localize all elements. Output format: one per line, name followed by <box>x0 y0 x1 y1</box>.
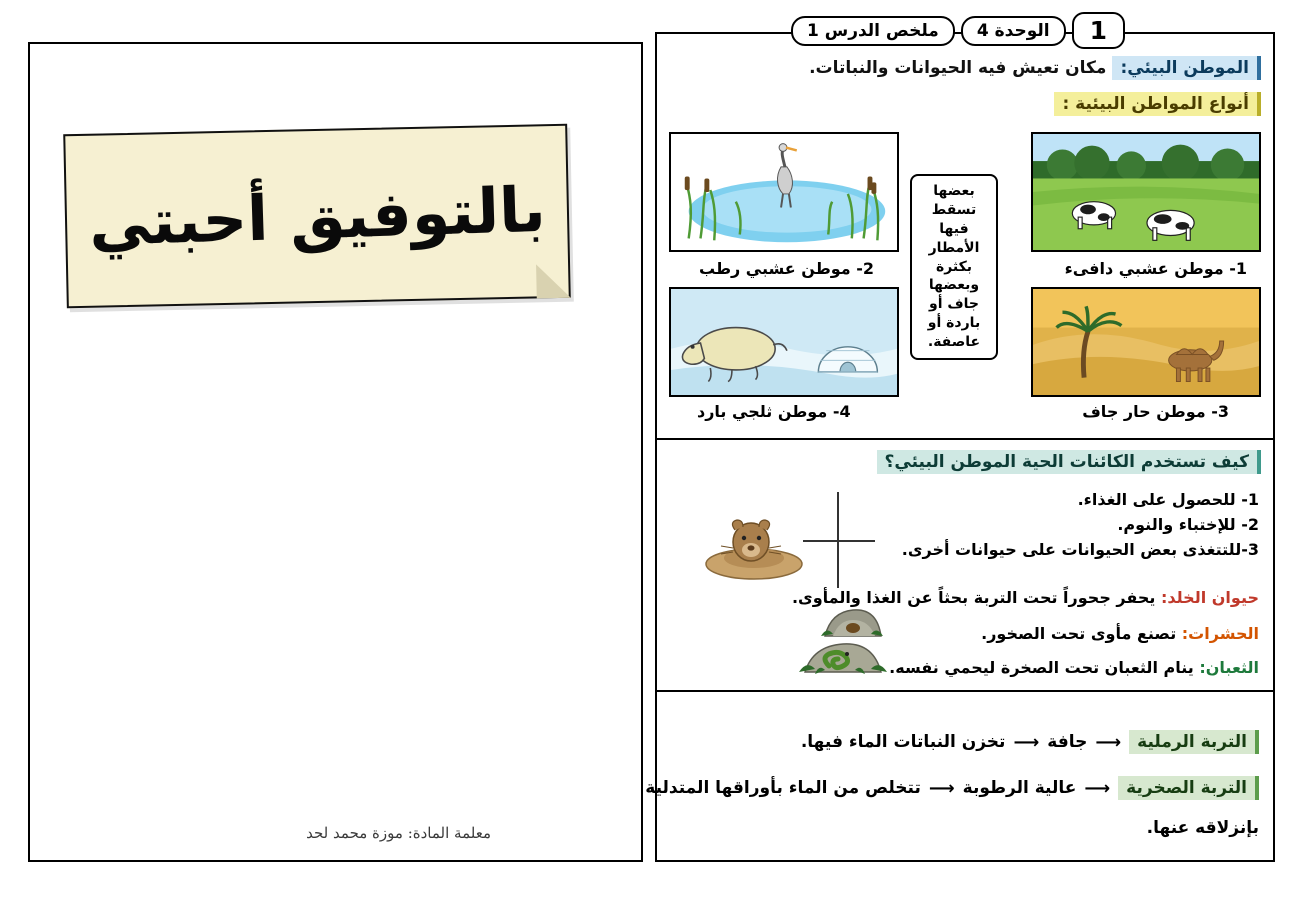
grassland-cows-image <box>1033 134 1259 250</box>
soil-end-rocky: تتخلص من الماء بأوراقها المتدلية <box>645 778 921 798</box>
uses-title-label: كيف تستخدم الكائنات الحية الموطن البيئي؟ <box>877 450 1261 474</box>
arrow-icon: ⟶ <box>1095 731 1122 753</box>
unit-pill-label: الوحدة 4 <box>976 20 1050 41</box>
habitat-caption-4: 4- موطن ثلجي بارد <box>697 402 851 421</box>
encouragement-note-text: بالتوفيق أحبتي <box>87 172 547 260</box>
page-number-pill: 1 <box>1072 12 1125 49</box>
habitat-definition-text: مكان تعيش فيه الحيوانات والنباتات. <box>809 58 1107 78</box>
uses-list <box>902 488 1259 562</box>
definition-insects <box>981 624 1259 643</box>
unit-pill <box>961 16 1066 46</box>
arctic-polarbear-igloo-image <box>671 289 897 395</box>
definition-text: يحفر جحوراً تحت التربة بحثاً عن الغذا والمأوى. <box>791 588 1156 607</box>
encouragement-note-card <box>63 124 571 309</box>
mole-image <box>699 508 809 580</box>
soil-tail-text: بإنزلاقه عنها. <box>1146 818 1259 838</box>
habitat-image-1 <box>1031 132 1261 252</box>
igloo <box>818 347 877 372</box>
soil-end-sandy: تخزن النباتات الماء فيها. <box>800 732 1006 752</box>
lesson-pill <box>791 16 955 46</box>
snake-rock-image <box>795 632 891 676</box>
definition-term: الثعبان: <box>1199 658 1259 677</box>
soil-label-sandy: التربة الرملية <box>1129 730 1259 754</box>
list-item: 1- للحصول على الغذاء. <box>1077 490 1259 509</box>
habitat-note-bubble: بعضها تسقط فيها الأمطار بكثرة وبعضها جاف أو باردة أو عاصفة. <box>910 174 998 360</box>
habitat-caption-2: 2- موطن عشبي رطب <box>699 259 875 278</box>
habitat-image-2 <box>669 132 899 252</box>
desert-camel-image <box>1033 289 1259 395</box>
arrow-icon: ⟶ <box>1084 777 1111 799</box>
definition-text: ينام الثعبان تحت الصخرة ليحمي نفسه. <box>889 658 1194 677</box>
definition-snake <box>889 658 1259 677</box>
list-item: 2- للإختباء والنوم. <box>1117 514 1259 534</box>
divider-horizontal <box>803 540 875 542</box>
habitat-caption-3: 3- موطن حار جاف <box>1082 402 1229 421</box>
habitat-image-4 <box>669 287 899 397</box>
habitat-definition-row <box>809 56 1261 80</box>
definition-term: حيوان الخلد: <box>1161 588 1259 607</box>
snake-illustration <box>795 632 891 676</box>
soil-row-rocky <box>645 776 1259 800</box>
left-panel <box>28 42 643 862</box>
soil-mid-rocky: عالية الرطوبة <box>962 778 1077 798</box>
habitat-caption-1: 1- موطن عشبي دافىء <box>1064 259 1247 278</box>
list-item: 3-للتتغذى بعض الحيوانات على حيوانات أخرى. <box>901 539 1259 559</box>
habitat-types-row <box>1054 92 1261 116</box>
definition-term: الحشرات: <box>1181 624 1259 643</box>
soil-row-sandy <box>801 730 1259 754</box>
habitat-section <box>655 32 1275 440</box>
soil-mid-sandy: جافة <box>1047 732 1088 752</box>
definition-text: تصنع مأوى تحت الصخور. <box>981 624 1177 643</box>
uses-title-row <box>877 450 1261 474</box>
wetland-heron-image <box>671 134 897 250</box>
lesson-pill-label: ملخص الدرس 1 <box>806 20 939 41</box>
uses-section <box>655 440 1275 692</box>
right-panel <box>645 16 1275 862</box>
teacher-credit: معلمة المادة: موزة محمد لحد <box>306 824 491 842</box>
soil-label-rocky: التربة الصخرية <box>1118 776 1259 800</box>
header-pills <box>791 12 1125 49</box>
soil-section <box>645 692 1275 862</box>
habitat-types-label: أنواع المواطن البيئية : <box>1054 92 1261 116</box>
habitat-image-3 <box>1031 287 1261 397</box>
arrow-icon: ⟶ <box>928 777 955 799</box>
habitat-definition-label: الموطن البيئي: <box>1112 56 1261 80</box>
arrow-icon: ⟶ <box>1013 731 1040 753</box>
mole-illustration <box>699 508 809 580</box>
